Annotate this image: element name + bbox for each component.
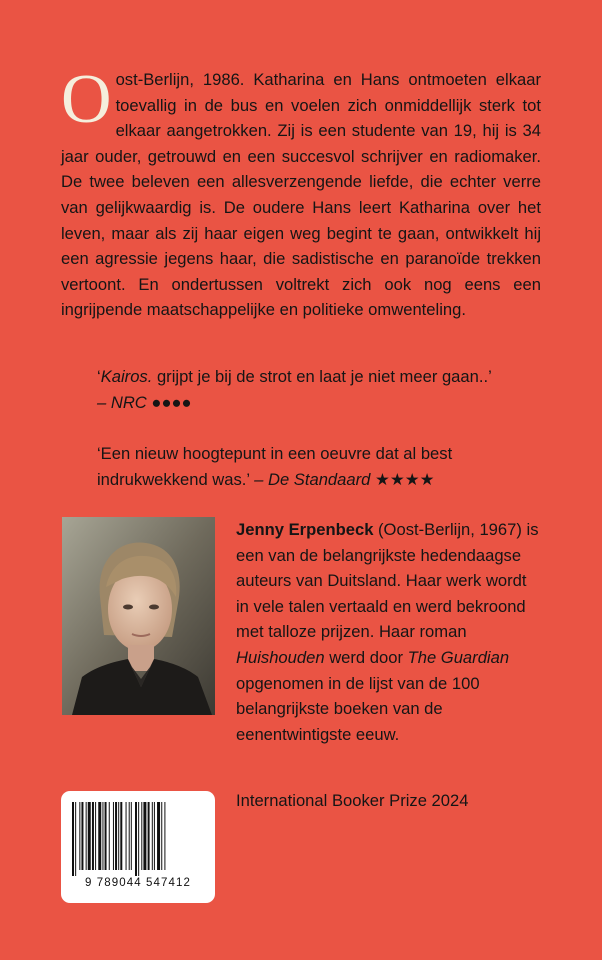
drop-cap: O xyxy=(61,61,112,138)
quoted-title: Kairos. xyxy=(100,367,153,386)
review-quote-nrc xyxy=(97,364,537,415)
blurb-paragraph xyxy=(61,61,541,323)
review-quote-standaard xyxy=(97,441,537,492)
newspaper-title: The Guardian xyxy=(407,647,510,667)
quote-text: ‘Een nieuw hoogtepunt in een oeuvre dat al best indrukwekkend was.’ xyxy=(97,444,453,489)
quote-open-mark: ‘ xyxy=(97,367,101,386)
barcode-bars xyxy=(72,802,204,876)
bio-text: (Oost-Berlijn, 1967) is een van de belangrijkste hedendaagse auteurs van Duitsland. Haar werk wordt in vele talen vertaald en werd bekroond met talloze prijzen. Haar roman xyxy=(236,520,539,642)
bio-text: werd door xyxy=(324,647,408,667)
author-name: Jenny Erpenbeck xyxy=(236,520,374,539)
isbn-number: 9 789044 547412 xyxy=(84,877,192,889)
bio-text: opgenomen in de lijst van de 100 belangrijkste boeken van de eenentwintigste eeuw. xyxy=(236,673,480,744)
author-bio xyxy=(236,517,541,747)
author-photo xyxy=(62,517,215,715)
quote-attribution: – NRC xyxy=(97,392,147,412)
isbn-barcode xyxy=(61,791,215,903)
prize-line: International Booker Prize 2024 xyxy=(236,791,469,810)
blurb-text: ost-Berlijn, 1986. Katharina en Hans ontmoeten elkaar toevallig in de bus en voelen zich onmiddellijk sterk tot elkaar aangetrokken. Zij is een studente van 19, hij is 34 jaar ouder, getrouwd en een succesvol schrijver en radiomaker. De twee beleven een allesverzengende liefde, die echter verre van gelijkwaardig is. De oudere Hans leert Katharina over het leven, maar als zij haar eigen weg begint te gaan, ontwikkelt hij een agressie jegens haar, die sadistische en paranoïde trekken vertoont. En ondertussen voltrekt zich ook nog eens een ingrijpende maatschappelijke en politieke omwenteling. xyxy=(61,70,541,320)
quote-attribution: – De Standaard xyxy=(254,469,371,489)
quote-text: grijpt je bij de strot en laat je niet meer gaan..’ xyxy=(152,367,492,386)
rating-dots: ●●●● xyxy=(151,392,192,412)
rating-stars: ★★★★ xyxy=(375,469,435,489)
book-title: Huishouden xyxy=(236,647,325,667)
